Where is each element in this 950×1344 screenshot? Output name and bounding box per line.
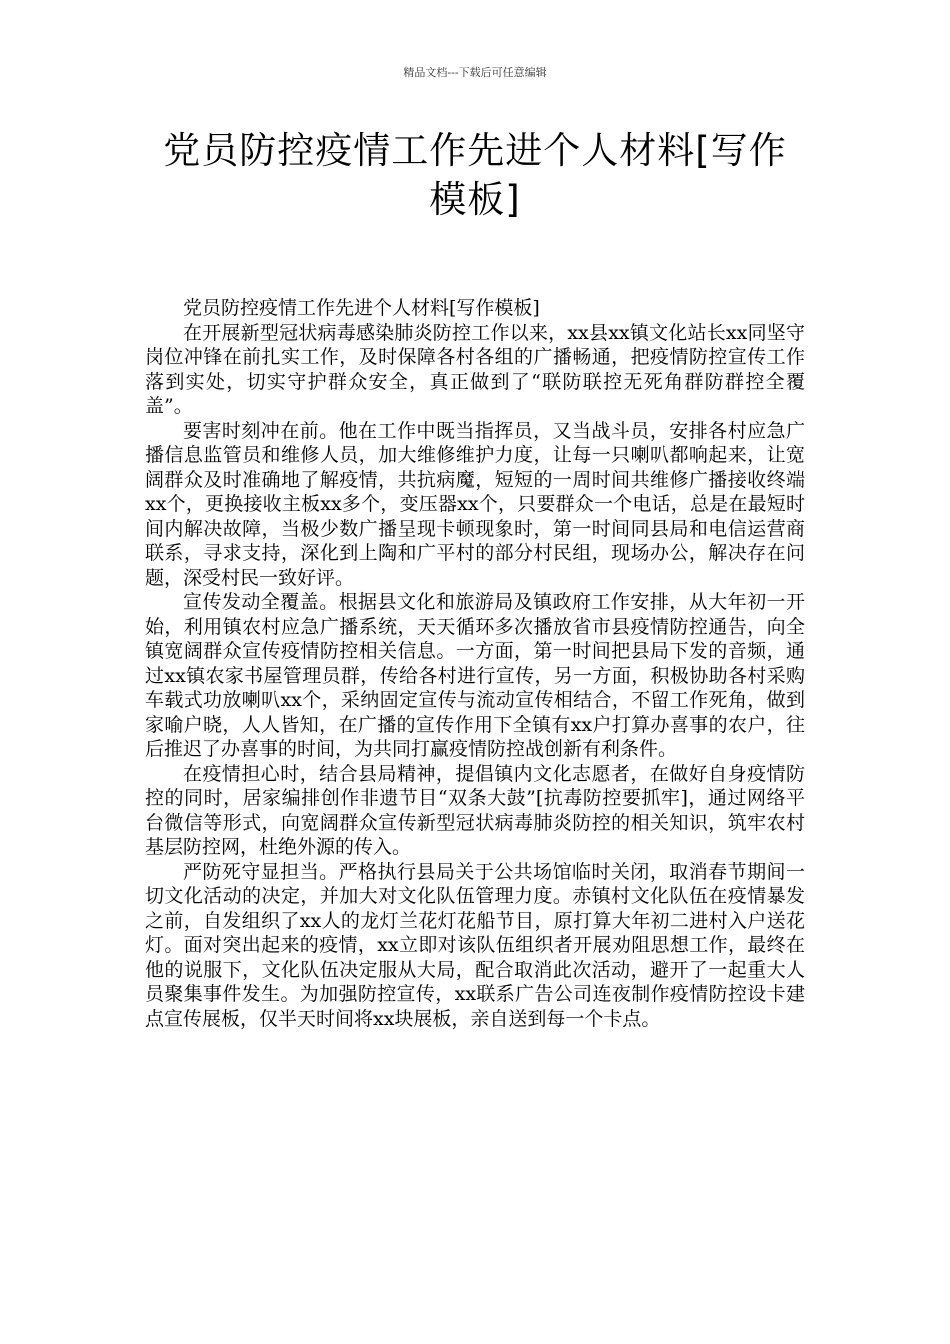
page-header: 精品文档---下载后可任意编辑: [403, 66, 547, 79]
document-title: 党员防控疫情工作先进个人材料[写作模板]: [163, 129, 787, 221]
paragraph-publicity: 宣传发动全覆盖。根据县文化和旅游局及镇政府工作安排，从大年初一开始，利用镇农村应急广播系统，天天循环多次播放省市县疫情防控通告，向全镇宽阔群众宣传疫情防控相关信息。一方面，第一时间把县局下发的音频，通过xx镇农家书屋管理员群，传给各村进行宣传，另一方面，积极协助各村采购车载式功放喇叭xx个，采纳固定宣传与流动宣传相结合，不留工作死角，做到家喻户晓，人人皆知，在广播的宣传作用下全镇有xx户打算办喜事的农户，往后推迟了办喜事的时间，为共同打赢疫情防控战创新有利条件。: [145, 591, 805, 760]
paragraph-intro: 在开展新型冠状病毒感染肺炎防控工作以来，xx县xx镇文化站长xx同坚守岗位冲锋在前扎实工作，及时保障各村各组的广播畅通，把疫情防控宣传工作落到实处，切实守护群众安全，真正做到了“联防联控无死角群防群控全覆盖”。: [145, 321, 805, 417]
paragraph-critical-moments: 要害时刻冲在前。他在工作中既当指挥员，又当战斗员，安排各村应急广播信息监管员和维修人员，加大维修维护力度，让每一只喇叭都响起来，让宽阔群众及时准确地了解疫情，共抗病魔，短短的一周时间共维修广播接收终端xx个，更换接收主板xx多个，变压器xx个，只要群众一个电话，总是在最短时间内解决故障，当极少数广播呈现卡顿现象时，第一时间同县局和电信运营商联系，寻求支持，深化到上陶和广平村的部分村民组，现场办公，解决存在问题，深受村民一致好评。: [145, 419, 805, 589]
document-body: [145, 296, 805, 1031]
paragraph-subtitle: 党员防控疫情工作先进个人材料[写作模板]: [183, 297, 540, 319]
paragraph-volunteers: 在疫情担心时，结合县局精神，提倡镇内文化志愿者，在做好自身疫情防控的同时，居家编排创作非遗节目“双条大鼓”[抗毒防控要抓牢]，通过网络平台微信等形式，向宽阔群众宣传新型冠状病毒肺炎防控的相关知识，筑牢农村基层防控网，杜绝外源的传入。: [145, 762, 805, 858]
paragraph-strict-prevention: 严防死守显担当。严格执行县局关于公共场馆临时关闭，取消春节期间一切文化活动的决定，并加大对文化队伍管理力度。赤镇村文化队伍在疫情暴发之前，自发组织了xx人的龙灯兰花灯花船节目，原打算大年初二进村入户送花灯。面对突出起来的疫情，xx立即对该队伍组织者开展劝阻思想工作，最终在他的说服下，文化队伍决定服从大局，配合取消此次活动，避开了一起重大人员聚集事件发生。为加强防控宣传，xx联系广告公司连夜制作疫情防控设卡建点宣传展板，仅半天时间将xx块展板，亲自送到每一个卡点。: [145, 860, 805, 1030]
